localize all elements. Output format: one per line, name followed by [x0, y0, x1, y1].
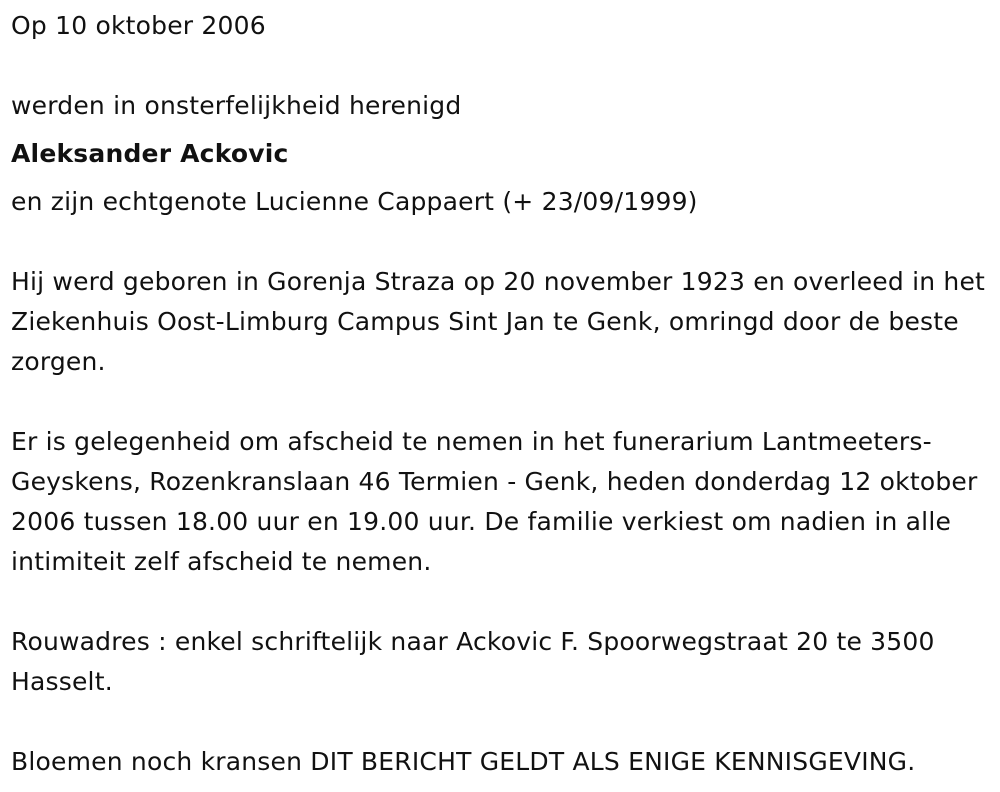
spacer [11, 702, 991, 742]
date-line: Op 10 oktober 2006 [11, 11, 266, 40]
spacer [11, 582, 991, 622]
spacer [11, 382, 991, 422]
reunited-line: werden in onsterfelijkheid herenigd [11, 91, 462, 120]
birth-paragraph: Hij werd geboren in Gorenja Straza op 20 november 1923 en overleed in het Ziekenhuis Oost-Limburg Campus Sint Jan te Genk, omringd door de beste zorgen. [11, 267, 986, 376]
death-notice [11, 6, 991, 782]
address-paragraph: Rouwadres : enkel schriftelijk naar Ackovic F. Spoorwegstraat 20 te 3500 Hasselt. [11, 627, 935, 696]
spacer [11, 46, 991, 86]
closing-line: Bloemen noch kransen DIT BERICHT GELDT ALS ENIGE KENNISGEVING. [11, 747, 916, 776]
farewell-paragraph: Er is gelegenheid om afscheid te nemen in het funerarium Lantmeeters-Geyskens, Rozenkranslaan 46 Termien - Genk, heden donderdag 12 oktober 2006 tussen 18.00 uur en 19.00 uur. De familie verkiest om nadien in alle intimiteit zelf afscheid te nemen. [11, 427, 978, 576]
spacer [11, 222, 991, 262]
deceased-name: Aleksander Ackovic [11, 139, 289, 168]
spouse-line: en zijn echtgenote Lucienne Cappaert (+ 23/09/1999) [11, 187, 698, 216]
